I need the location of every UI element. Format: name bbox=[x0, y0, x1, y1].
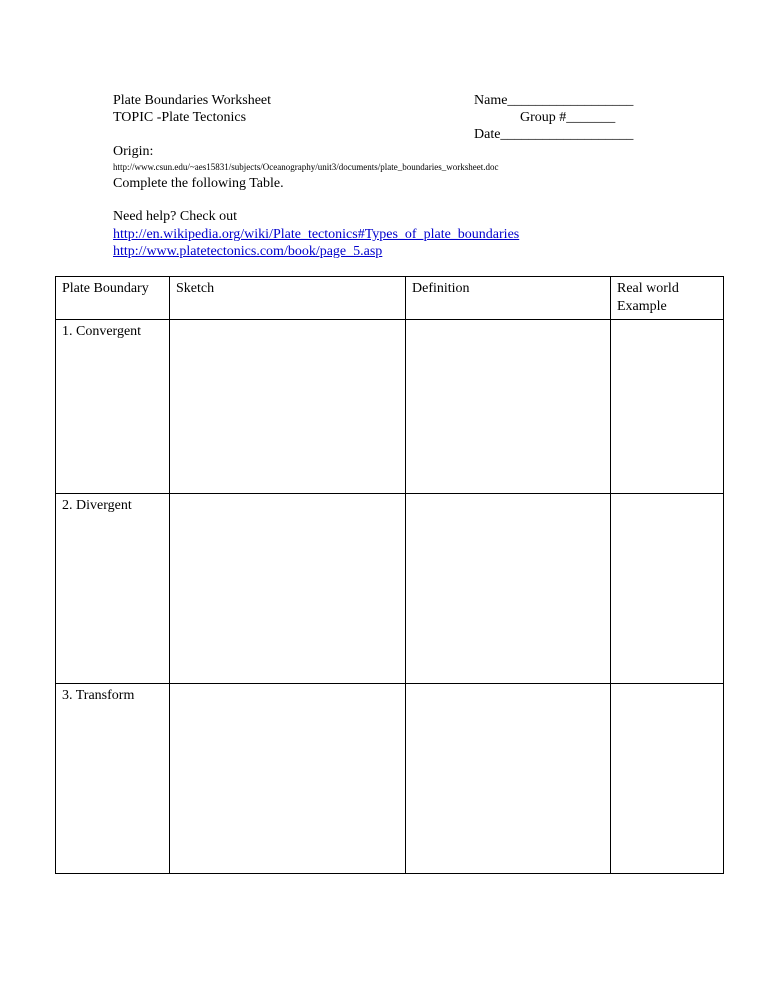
sketch-cell[interactable] bbox=[170, 494, 406, 684]
definition-cell[interactable] bbox=[406, 684, 611, 874]
origin-label: Origin: bbox=[113, 144, 154, 159]
table-row bbox=[56, 320, 724, 494]
header-real-world-example: Real world Example bbox=[611, 277, 724, 320]
table-row bbox=[56, 494, 724, 684]
sketch-cell[interactable] bbox=[170, 684, 406, 874]
table-row bbox=[56, 684, 724, 874]
example-cell[interactable] bbox=[611, 684, 724, 874]
name-field[interactable]: Name__________________ bbox=[474, 93, 634, 108]
boundaries-table bbox=[55, 276, 724, 874]
group-field[interactable]: Group #_______ bbox=[520, 110, 616, 125]
worksheet-title: Plate Boundaries Worksheet bbox=[113, 93, 272, 108]
definition-cell[interactable] bbox=[406, 320, 611, 494]
help-link-wikipedia[interactable]: http://en.wikipedia.org/wiki/Plate_tectonics#Types_of_plate_boundaries bbox=[113, 227, 520, 242]
date-field[interactable]: Date___________________ bbox=[474, 127, 634, 142]
help-link-platetectonics[interactable]: http://www.platetectonics.com/book/page_5.asp bbox=[113, 244, 383, 259]
header-definition: Definition bbox=[406, 277, 611, 320]
boundary-cell: 3. Transform bbox=[56, 684, 170, 874]
example-cell[interactable] bbox=[611, 494, 724, 684]
example-cell[interactable] bbox=[611, 320, 724, 494]
header-plate-boundary: Plate Boundary bbox=[56, 277, 170, 320]
boundary-cell: 1. Convergent bbox=[56, 320, 170, 494]
help-text: Need help? Check out bbox=[113, 209, 238, 224]
table-header-row bbox=[56, 277, 724, 320]
definition-cell[interactable] bbox=[406, 494, 611, 684]
instructions: Complete the following Table. bbox=[113, 176, 284, 191]
sketch-cell[interactable] bbox=[170, 320, 406, 494]
boundary-cell: 2. Divergent bbox=[56, 494, 170, 684]
origin-url: http://www.csun.edu/~aes15831/subjects/Oceanography/unit3/documents/plate_boundaries_worksheet.doc bbox=[113, 162, 499, 172]
header-sketch: Sketch bbox=[170, 277, 406, 320]
topic-line: TOPIC -Plate Tectonics bbox=[113, 110, 247, 125]
